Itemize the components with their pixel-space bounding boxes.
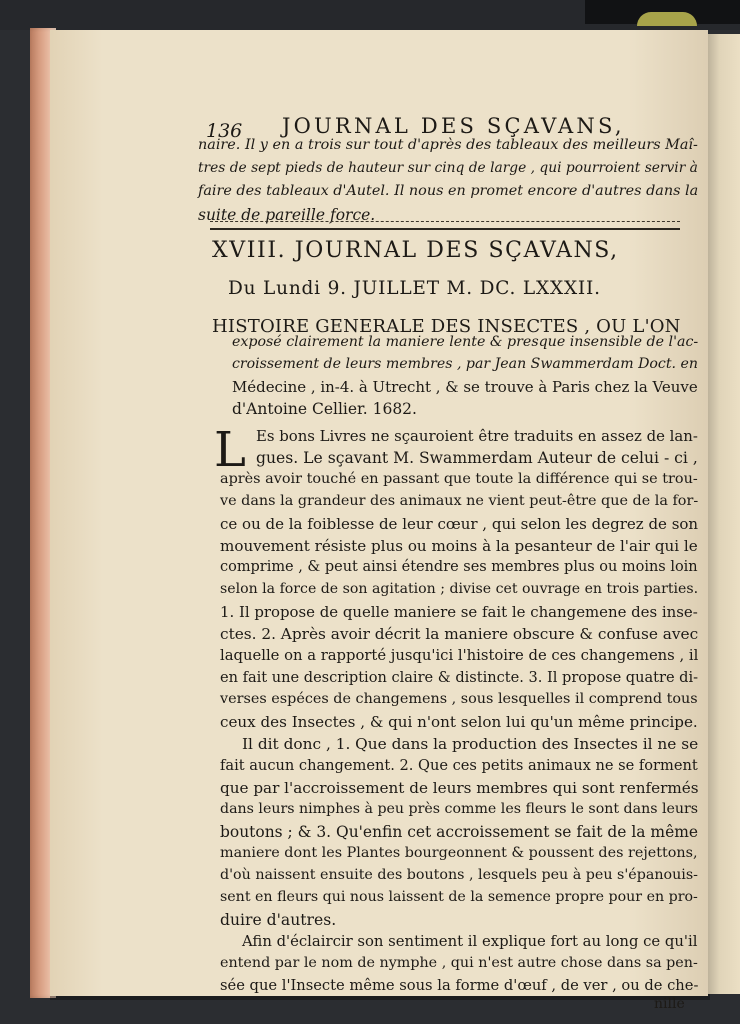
continuation-line: faire des tableaux d'Autel. Il nous en promet encore d'autres dans la [198,183,699,199]
continuation-line: suite de pareille force. [198,206,376,224]
separator-rule [210,228,680,230]
issue-heading: XVIII. JOURNAL DES SÇAVANS, [212,238,619,263]
article-line: ve dans la grandeur des animaux ne vient peut-être que de la for- [220,493,699,509]
article-line: après avoir touché en passant que toute la différence qui se trou- [220,471,698,487]
article-line: boutons ; & 3. Qu'enfin cet accroissement se fait de la même [220,823,699,841]
facing-page-edge [706,34,740,994]
ribbon-marker [585,0,740,24]
book-title: HISTOIRE GENERALE DES INSECTES , OU L'ON [212,316,681,337]
separator-rule-dashed [210,221,680,222]
page-number: 136 [206,120,243,142]
article-line: verses espéces de changemens , sous lesquelles il comprend tous [220,691,698,707]
article-line: dans leurs nimphes à peu près comme les fleurs le sont dans leurs [220,801,699,817]
book-bib-line: d'Antoine Cellier. 1682. [232,400,417,418]
article-line: duire d'autres. [220,911,337,929]
article-line: Il dit donc , 1. Que dans la production des Insectes il ne se [242,735,699,753]
article-line: en fait une description claire & distincte. 3. Il propose quatre di- [220,669,699,686]
continuation-line: naire. Il y en a trois sur tout d'après des tableaux des meilleurs Maî- [198,137,698,153]
article-line: laquelle on a rapporté jusqu'ici l'histoire de ces changemens , il [220,647,699,664]
book-bib-line: croissement de leurs membres , par Jean Swammerdam Doct. en [232,356,698,372]
article-line: ctes. 2. Après avoir décrit la maniere obscure & confuse avec [220,625,699,643]
article-line: d'où naissent ensuite des boutons , lesquels peu à peu s'épanouis- [220,867,698,883]
article-line: que par l'accroissement de leurs membres qui sont renfermés [220,779,699,797]
article-line: comprime , & peut ainsi étendre ses membres plus ou moins loin [220,559,698,575]
article-line: ceux des Insectes , & qui n'ont selon lui qu'un même principe. [220,713,698,731]
article-line: fait aucun changement. 2. Que ces petits animaux ne se forment [220,757,698,774]
issue-date: Du Lundi 9. JUILLET M. DC. LXXXII. [228,278,601,299]
continuation-line: tres de sept pieds de hauteur sur cinq de large , qui pourroient servir à [198,160,698,176]
book-bib-line: Médecine , in-4. à Utrecht , & se trouve à Paris chez la Veuve [232,378,698,396]
article-line: gues. Le sçavant M. Swammerdam Auteur de celui - ci , [256,449,698,467]
catchword: nille [654,996,685,1012]
running-title: JOURNAL DES SÇAVANS, [282,114,625,138]
article-line: entend par le nom de nymphe , qui n'est autre chose dans sa pen- [220,955,698,971]
article-line: maniere dont les Plantes bourgeonnent & poussent des rejettons, [220,845,698,861]
book-page [50,30,708,1012]
article-line: selon la force de son agitation ; divise cet ouvrage en trois parties. [220,581,699,597]
article-line: ce ou de la foiblesse de leur cœur , qui selon les degrez de son [220,515,699,533]
drop-cap: L [214,422,246,478]
article-line: mouvement résiste plus ou moins à la pesanteur de l'air qui le [220,537,698,555]
article-line: Es bons Livres ne sçauroient être traduits en assez de lan- [256,427,698,445]
article-line: Afin d'éclaircir son sentiment il explique fort au long ce qu'il [242,933,698,950]
book-bib-line: exposé clairement la maniere lente & presque insensible de l'ac- [232,334,699,350]
article-line: sée que l'Insecte même sous la forme d'œuf , de ver , ou de che- [220,977,699,994]
article-line: 1. Il propose de quelle maniere se fait le changemene des inse- [220,603,698,621]
article-line: sent en fleurs qui nous laissent de la semence propre pour en pro- [220,889,698,905]
